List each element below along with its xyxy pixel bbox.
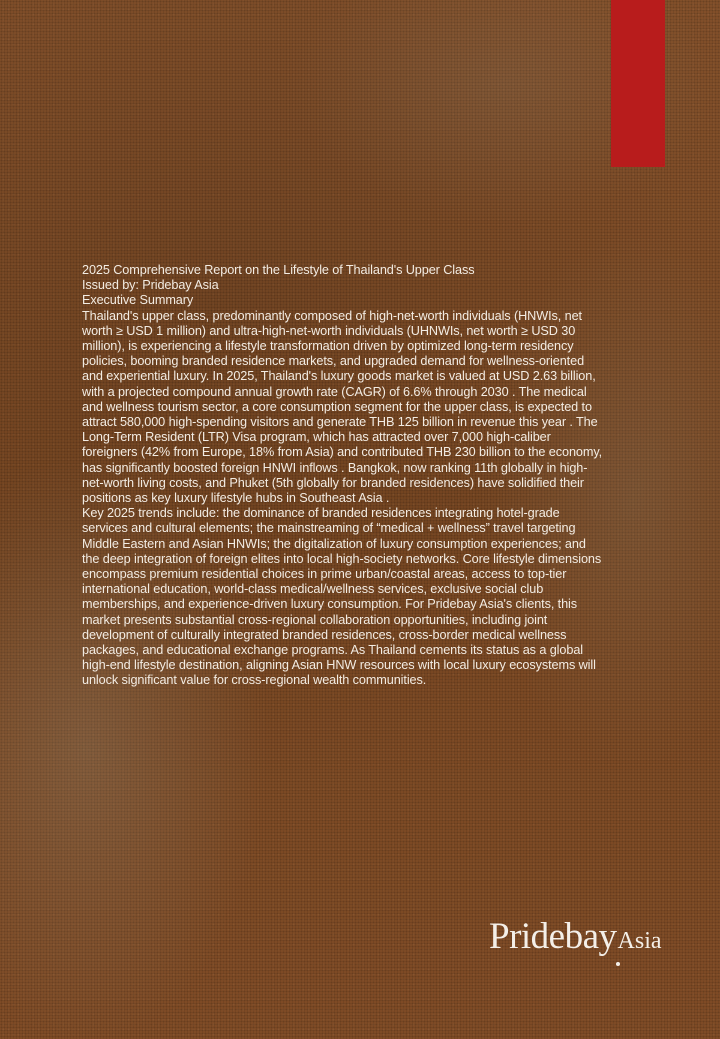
report-title: 2025 Comprehensive Report on the Lifestyle of Thailand's Upper Class [82,263,475,277]
summary-paragraph-1: Thailand's upper class, predominantly composed of high-net-worth individuals (HNWIs, net worth ≥ USD 1 million) and ultra-high-net-worth individuals (UHNWIs, net worth ≥ USD 30 million), is experiencing a lifestyle transformation driven by optimized long-term residency policies, booming branded residence markets, and upgraded demand for wellness-oriented and experiential luxury. In 2025, Thailand's luxury goods market is valued at USD 2.63 billion, with a projected compound annual growth rate (CAGR) of 6.6% through 2030 . The medical and wellness tourism sector, a core consumption segment for the upper class, is expected to attract 580,000 high-spending visitors and generate THB 125 billion in revenue this year . The Long-Term Resident (LTR) Visa program, which has attracted over 7,000 high-caliber foreigners (42% from Europe, 18% from Asia) and contributed THB 230 billion to the economy, has significantly boosted foreign HNWI inflows . Bangkok, now ranking 11th globally in high-net-worth living costs, and Phuket (5th globally for branded residences) have solidified their positions as key luxury lifestyle hubs in Southeast Asia . [82,308,603,506]
logo-sub-text: Asia [617,928,662,954]
summary-text-block [82,263,604,689]
issuer-line: Issued by: Pridebay Asia [82,278,219,293]
summary-paragraph-2: Key 2025 trends include: the dominance of branded residences integrating hotel-grade services and cultural elements; the mainstreaming of “medical + wellness” travel targeting Middle Eastern and Asian HNWIs; the digitalization of luxury consumption experiences; and the deep integration of foreign elites into local high-society networks. Core lifestyle dimensions encompass premium residential choices in prime urban/coastal areas, access to top-tier international education, world-class medical/wellness services, exclusive social club memberships, and experience-driven luxury consumption. For Pridebay Asia's clients, this market presents substantial cross-regional collaboration opportunities, including joint development of culturally integrated branded residences, cross-border medical wellness packages, and educational exchange programs. As Thailand cements its status as a global high-end lifestyle destination, aligning Asian HNW resources with local luxury ecosystems will unlock significant value for cross-regional wealth communities. [82,506,602,688]
section-heading: Executive Summary [82,293,194,308]
pridebay-asia-logo [489,915,689,975]
red-bookmark-tab [611,0,665,167]
logo-main-text: Pridebay [489,916,617,957]
logo-dot [616,962,620,966]
